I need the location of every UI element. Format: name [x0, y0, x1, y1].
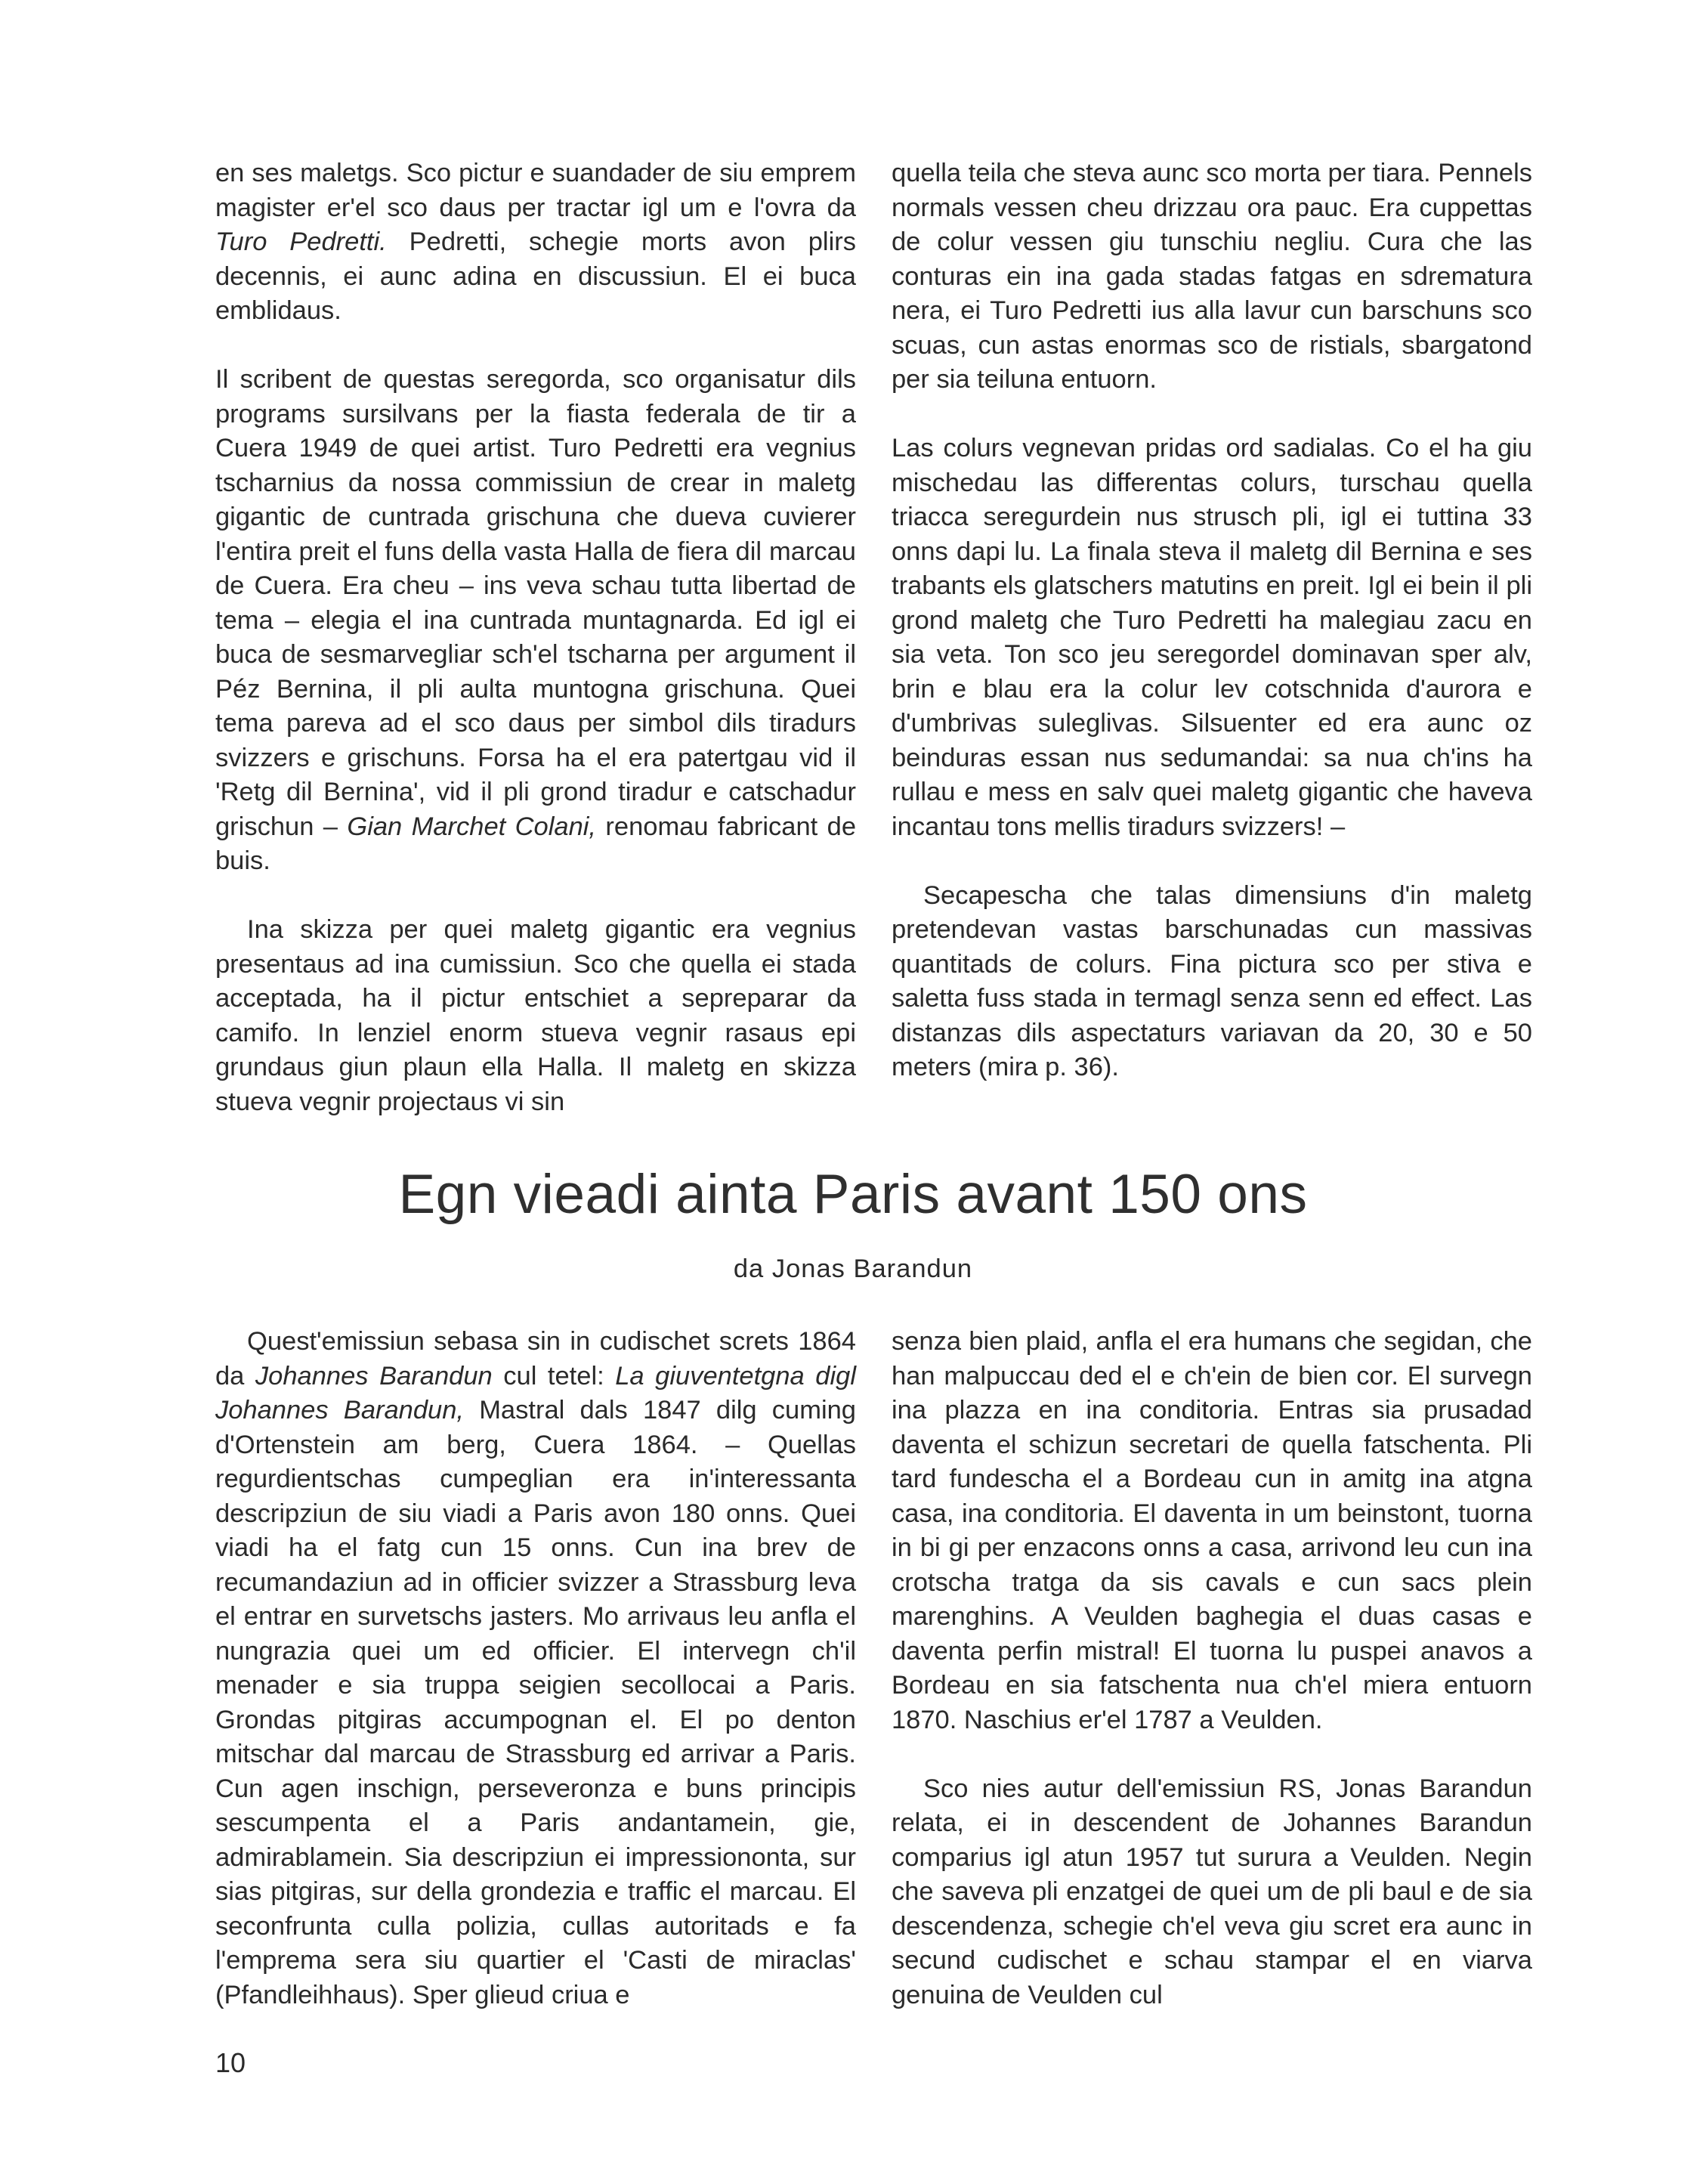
artist-name: Turo Pedretti.: [215, 227, 387, 256]
paragraph: quella teila che steva aunc sco morta per tiara. Pennels normals vessen cheu drizzau ora pauc. Era cuppettas de colur vessen giu tunschiu negliu. Cura che las conturas ein ina gada stadas fatgas en sdrematura nera, ei Turo Pedretti ius alla lavur cun barschuns sco scuas, cun astas enormas sco de ristials, sbargatond per sia teiluna entuorn.: [892, 159, 1532, 394]
person-name: Gian Marchet Colani,: [347, 812, 597, 841]
person-name: Johannes Barandun: [255, 1361, 493, 1391]
paragraph: Ina skizza per quei maletg gigantic era vegnius presentaus ad ina cumissiun. Sco che quella ei stada acceptada, ha il pictur entschiet a sepreparar da camifo. In lenziel enorm stueva vegnir rasaus epi grundaus giun plaun ella Halla. Il maletg en skizza stueva vegnir projectaus vi sin: [215, 915, 856, 1116]
paragraph: Secapescha che talas dimensiuns d'in maletg pretendevan vastas barschunadas cun massivas quantitads de colurs. Fina pictura sco per stiva e saletta fuss stada in termagl senza senn ed effect. Las distanzas dils aspectaturs variavan da 20, 30 e 50 meters (mira p. 36).: [892, 880, 1532, 1081]
article-author: da Jonas Barandun: [733, 1254, 973, 1283]
paragraph: Quest'emissiun sebasa sin in cudischet screts 1864 da Johannes Barandun cul tetel: La giuventetgna digl Johannes Barandun, Mastral dals 1847 dilg cuming d'Ortenstein am berg, Cuera 1864. – Quellas regurdientschas cumpeglian era in'interessanta descripziun de siu viadi a Paris avon 180 onns. Quei viadi ha el fatg cun 15 onns. Cun ina brev de recumandaziun ad in officier svizzer a Strassburg leva el entrar en survetschs jasters. Mo arrivaus leu anfla el nungrazia quei um ed officier. El intervegn ch'il menader e sia truppa seigien secollocai a Paris. Grondas pitgiras accumpognan el. El po denton mitschar dal marcau de Strassburg ed arrivar a Paris. Cun agen inschign, perseveronza e buns principis sescumpenta el a Paris andantamein, gie, admirablamein. Sia descripziun ei impressiononta, sur sias pitgiras, sur della grondezia e traffic el marcau. El seconfrunta culla polizia, cullas autoritads e fa l'emprema sera siu quartier el 'Casti de miraclas' (Pfandleihhaus). Sper glieud criua e: [215, 1327, 856, 2009]
column-bottom-right: [892, 1325, 1532, 2012]
column-top-left: [215, 156, 856, 1119]
paragraph: senza bien plaid, anfla el era humans che segidan, che han malpuccau ded el e ch'ein de bien cor. El survegn ina plazza en ina conditoria. Entras sia prusadad daventa el schizun secretari de quella fatschenta. Pli tard fundescha el a Bordeau cun in amitg ina atgna casa, ina conditoria. El daventa in um beinstont, tuorna in bi gi per enzacons onns a casa, arrivond leu cun ina crotscha tratga da sis cavals e cun sacs plein marenghins. A Veulden baghegia el duas casas e daventa perfin mistral! El tuorna lu puspei anavos a Bordeau en sia fatschenta nua ch'el miera entuorn 1870. Naschius er'el 1787 a Veulden.: [892, 1327, 1532, 1734]
column-top-right: [892, 156, 1532, 1085]
paragraph: Las colurs vegnevan pridas ord sadialas. Co el ha giu mischedau las differentas colurs, turschau quella triacca seregurdein nus strusch pli, igl ei tuttina 33 onns dapi lu. La finala steva il maletg dil Bernina e ses trabants els glatschers matutins en preit. Igl ei bein il pli grond maletg che Turo Pedretti ha malegiau zacu en sia veta. Ton sco jeu seregordel dominavan sper alv, brin e blau era la colur lev cotschnida d'aurora e d'umbrivas suleglivas. Silsuenter ed era aunc oz beinduras essan nus sedumandai: sa nua ch'ins ha rullau e mess en salv quei maletg gigantic che haveva incantau tons mellis tiradurs svizzers! –: [892, 434, 1532, 841]
paragraph: Sco nies autur dell'emissiun RS, Jonas Barandun relata, ei in descendent de Johannes Barandun comparius igl atun 1957 tut surura a Veulden. Negin che saveva pli enzatgei de quei um de pli baul e de sia descendenza, schegie ch'el veva giu scret era aunc in secund cudischet e schau stampar el en viarva genuina de Veulden cul: [892, 1774, 1532, 2009]
page-number: 10: [215, 2047, 246, 2078]
article-title: Egn vieadi ainta Paris avant 150 ons: [398, 1164, 1308, 1225]
paragraph: en ses maletgs. Sco pictur e suandader de siu emprem magister er'el sco daus per tractar igl um e l'ovra da Turo Pedretti. Pedretti, schegie morts avon plirs decennis, ei aunc adina en discussiun. El ei buca emblidaus.: [215, 159, 856, 325]
paragraph: Il scribent de questas seregorda, sco organisatur dils programs sursilvans per la fiasta federala de tir a Cuera 1949 de quei artist. Turo Pedretti era vegnius tscharnius da nossa commissiun de crear in maletg gigantic de cuntrada grischuna che dueva cuvierer l'entira preit el funs della vasta Halla de fiera dil marcau de Cuera. Era cheu – ins veva schau tutta libertad de tema – elegia el ina cuntrada muntagnarda. Ed igl ei buca de sesmarvegliar sch'el tscharna per argument il Péz Bernina, il pli aulta muntogna grischuna. Quei tema pareva ad el sco daus per simbol dils tiradurs svizzers e grischuns. Forsa ha el era patertgau vid il 'Retg dil Bernina', vid il pli grond tiradur e catschadur grischun – Gian Marchet Colani, renomau fabricant de buis.: [215, 365, 857, 875]
column-bottom-left: [215, 1325, 856, 2012]
book-title: La giuventetgna digl Johannes Barandun,: [215, 1361, 856, 1425]
